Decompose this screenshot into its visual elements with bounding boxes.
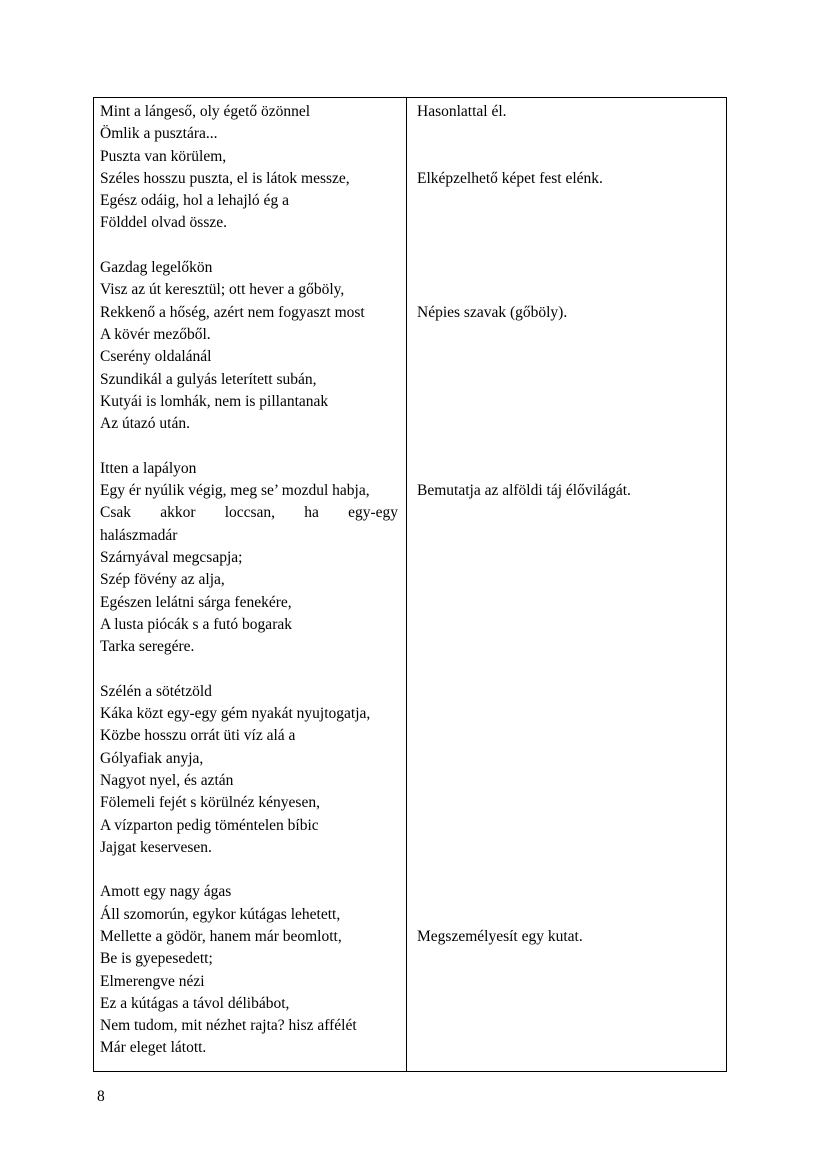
blank-line xyxy=(417,279,718,301)
poem-line: Elmerengve nézi xyxy=(100,972,205,990)
poem-line: Egész odáig, hol a lehajló ég a xyxy=(100,192,289,210)
blank-line xyxy=(417,770,718,792)
blank-line xyxy=(417,614,718,636)
blank-line xyxy=(417,212,718,234)
blank-line xyxy=(100,658,398,680)
blank-line xyxy=(417,123,718,145)
poem-line: Cserény oldalánál xyxy=(100,348,212,366)
poem-line: Kutyái is lomhák, nem is pillantanak xyxy=(100,392,329,410)
blank-line xyxy=(417,881,718,903)
blank-line xyxy=(417,748,718,770)
poem-line: A lusta piócák s a futó bogarak xyxy=(100,615,292,633)
annotation-text: Elképzelhető képet fest elénk. xyxy=(417,169,603,187)
blank-line xyxy=(417,190,718,212)
blank-line xyxy=(417,413,718,435)
blank-line xyxy=(417,948,718,970)
blank-line xyxy=(417,324,718,346)
poem-line: Gazdag legelőkön xyxy=(100,259,213,277)
poem-line: Puszta van körülem, xyxy=(100,147,227,165)
poem-line: Nagyot nyel, és aztán xyxy=(100,771,234,789)
blank-line xyxy=(417,346,718,368)
blank-line xyxy=(417,458,718,480)
poem-line: Szárnyával megcsapja; xyxy=(100,548,243,566)
poem-line: Egy ér nyúlik végig, meg se’ mozdul habja, xyxy=(100,482,370,500)
blank-line xyxy=(417,971,718,993)
poem-line: A kövér mezőből. xyxy=(100,325,211,343)
blank-line xyxy=(417,502,718,524)
poem-line: Jajgat keservesen. xyxy=(100,838,212,856)
poem-line: Visz az út keresztül; ott hever a gőböly, xyxy=(100,281,345,299)
blank-line xyxy=(417,993,718,1015)
poem-line: Már eleget látott. xyxy=(100,1039,207,1057)
blank-line xyxy=(417,1037,718,1059)
poem-line: Amott egy nagy ágas xyxy=(100,883,232,901)
blank-line xyxy=(417,525,718,547)
blank-line xyxy=(417,369,718,391)
poem-line: Közbe hosszu orrát üti víz alá a xyxy=(100,727,296,745)
poem-line: Egészen lelátni sárga fenekére, xyxy=(100,593,292,611)
poem-line: Tarka seregére. xyxy=(100,638,195,656)
poem-line: halászmadár xyxy=(100,526,178,544)
poem-line: Mellette a gödör, hanem már beomlott, xyxy=(100,927,342,945)
poem-line: Be is gyepesedett; xyxy=(100,950,213,968)
blank-line xyxy=(417,391,718,413)
blank-line xyxy=(417,1015,718,1037)
poem-line: Itten a lapályon xyxy=(100,459,197,477)
annotation-text: Bemutatja az alföldi táj élővilágát. xyxy=(417,482,631,500)
blank-line xyxy=(417,703,718,725)
blank-line xyxy=(417,636,718,658)
poem-line: Földdel olvad össze. xyxy=(100,214,227,232)
blank-line xyxy=(417,658,718,680)
poem-annotation-table xyxy=(93,97,727,1072)
annotation-text: Hasonlattal él. xyxy=(417,103,507,120)
annotation-column xyxy=(407,98,726,1071)
poem-line: A vízparton pedig töméntelen bíbic xyxy=(100,816,319,834)
poem-line: Áll szomorún, egykor kútágas lehetett, xyxy=(100,905,341,923)
poem-line: Mint a lángeső, oly égető özönnel xyxy=(100,103,311,120)
blank-line xyxy=(417,257,718,279)
poem-line: Káka közt egy-egy gém nyakát nyujtogatja, xyxy=(100,705,371,723)
poem-line: Ömlik a pusztára... xyxy=(100,125,218,143)
poem-line: Csak akkor loccsan, ha egy-egy xyxy=(100,504,398,522)
poem-line: Szélén a sötétzöld xyxy=(100,682,212,700)
poem-line: Gólyafiak anyja, xyxy=(100,749,204,767)
poem-line: Szép fövény az alja, xyxy=(100,571,225,589)
poem-line: Rekkenő a hőség, azért nem fogyaszt most xyxy=(100,303,365,321)
blank-line xyxy=(417,681,718,703)
blank-line xyxy=(100,235,398,257)
page-number: 8 xyxy=(97,1088,105,1105)
blank-line xyxy=(417,792,718,814)
annotation-text: Népies szavak (gőböly). xyxy=(417,303,568,321)
blank-line xyxy=(417,235,718,257)
poem-line: Széles hosszu puszta, el is látok messze, xyxy=(100,169,350,187)
poem-line: Szundikál a gulyás leterített subán, xyxy=(100,370,317,388)
blank-line xyxy=(100,859,398,881)
poem-line: Nem tudom, mit nézhet rajta? hisz affélét xyxy=(100,1017,357,1035)
blank-line xyxy=(100,435,398,457)
blank-line xyxy=(417,815,718,837)
poem-column xyxy=(94,98,407,1071)
poem-line: Az útazó után. xyxy=(100,415,190,433)
blank-line xyxy=(417,592,718,614)
blank-line xyxy=(417,859,718,881)
blank-line xyxy=(417,435,718,457)
blank-line xyxy=(417,837,718,859)
annotation-text: Megszemélyesít egy kutat. xyxy=(417,927,583,945)
blank-line xyxy=(417,547,718,569)
blank-line xyxy=(417,904,718,926)
poem-line: Fölemeli fejét s körülnéz kényesen, xyxy=(100,794,320,812)
blank-line xyxy=(417,725,718,747)
blank-line xyxy=(417,146,718,168)
blank-line xyxy=(417,569,718,591)
poem-line: Ez a kútágas a távol délibábot, xyxy=(100,994,290,1012)
